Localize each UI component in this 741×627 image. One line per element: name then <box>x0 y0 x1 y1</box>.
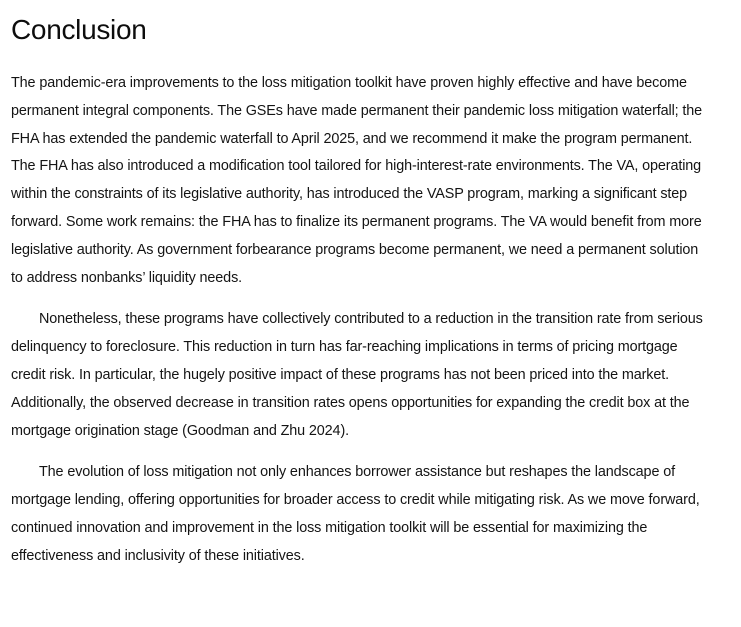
paragraph-2: Nonetheless, these programs have collectively contributed to a reduction in the transition rate from serious delinquency to foreclosure. This reduction in turn has far-reaching implications in terms of pricing mortgage credit risk. In particular, the hugely positive impact of these programs has not been priced into the market. Additionally, the observed decrease in transition rates opens opportunities for expanding the credit box at the mortgage origination stage (Goodman and Zhu 2024). <box>11 311 703 439</box>
paragraph-3: The evolution of loss mitigation not only enhances borrower assistance but reshapes the landscape of mortgage lending, offering opportunities for broader access to credit while mitigating risk. As we move forward, continued innovation and improvement in the loss mitigation toolkit will be essential for maximizing the effectiveness and inclusivity of these initiatives. <box>11 464 700 564</box>
section-heading: Conclusion <box>11 14 147 45</box>
paragraph-1: The pandemic-era improvements to the loss mitigation toolkit have proven highly effective and have become permanent integral components. The GSEs have made permanent their pandemic loss mitigation waterfall; the FHA has extended the pandemic waterfall to April 2025, and we recommend it make the program permanent. The FHA has also introduced a modification tool tailored for high-interest-rate environments. The VA, operating within the constraints of its legislative authority, has introduced the VASP program, marking a significant step forward. Some work remains: the FHA has to finalize its permanent programs. The VA would benefit from more legislative authority. As government forbearance programs become permanent, we need a permanent solution to address nonbanks’ liquidity needs. <box>11 75 703 286</box>
document-page <box>11 0 703 571</box>
